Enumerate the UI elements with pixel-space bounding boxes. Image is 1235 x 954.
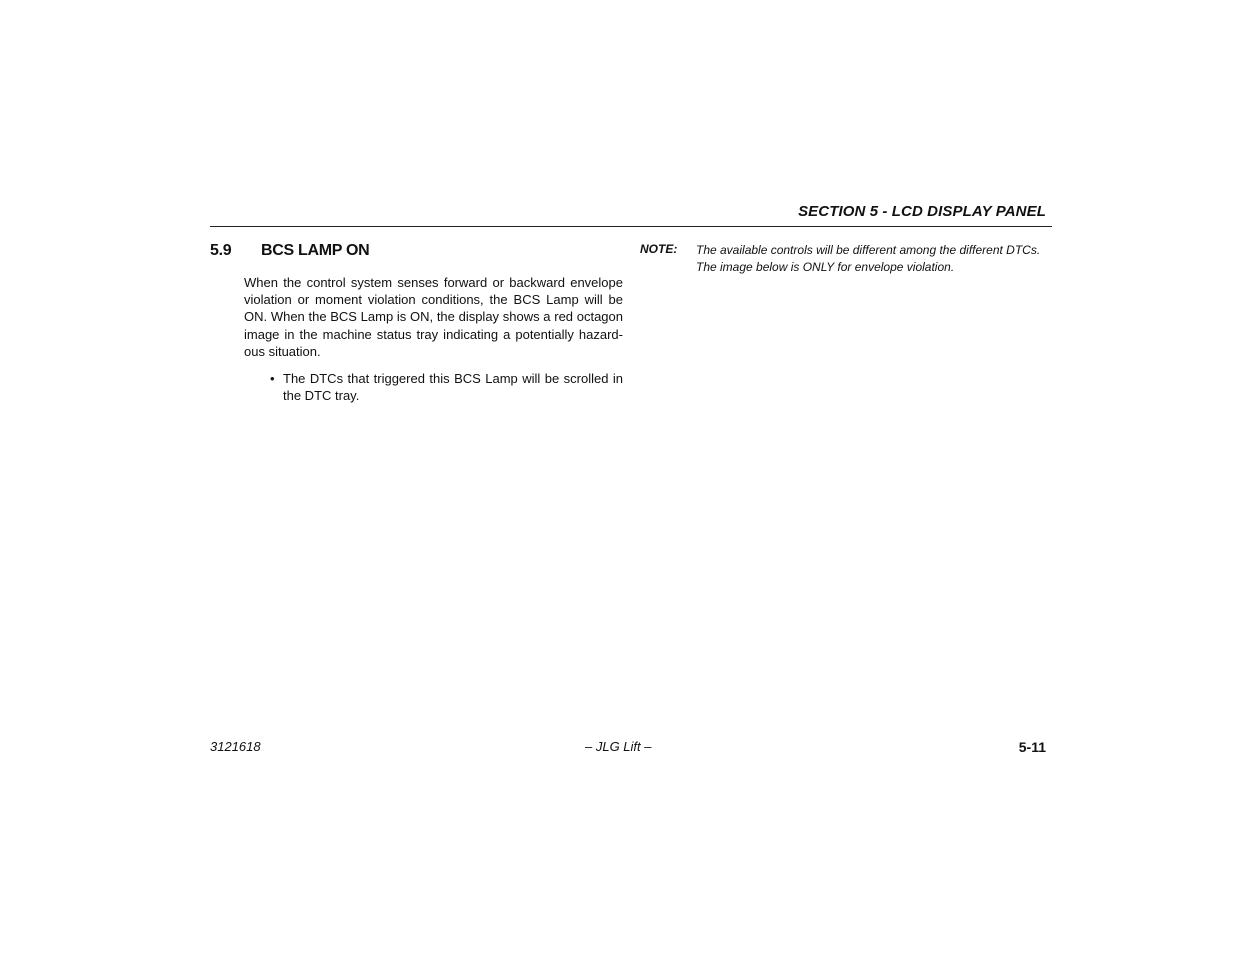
note-text: The available controls will be different among the different DTCs. The image below is ONLY for envelope violation. <box>696 243 1041 275</box>
section-heading <box>210 242 369 260</box>
note-label: NOTE: <box>640 242 678 256</box>
bullet-marker: • <box>270 371 275 386</box>
bullet-text: The DTCs that triggered this BCS Lamp will be scrolled in the DTC tray. <box>283 371 623 404</box>
header-rule <box>210 226 1052 227</box>
list-item <box>270 370 623 404</box>
footer-doc-number: 3121618 <box>210 739 261 754</box>
section-number: 5.9 <box>210 242 232 259</box>
footer-publisher: – JLG Lift – <box>585 739 652 754</box>
body-paragraph: When the control system senses forward or backward envelope violation or moment violation conditions, the BCS Lamp will be ON. When the BCS Lamp is ON, the display shows a red octagon image in the machine status tray indicating a potentially hazard-ous situation. <box>244 275 623 359</box>
section-header-title: SECTION 5 - LCD DISPLAY PANEL <box>798 203 1046 220</box>
footer-page-number: 5-11 <box>1018 739 1046 755</box>
section-title: BCS LAMP ON <box>261 242 370 259</box>
